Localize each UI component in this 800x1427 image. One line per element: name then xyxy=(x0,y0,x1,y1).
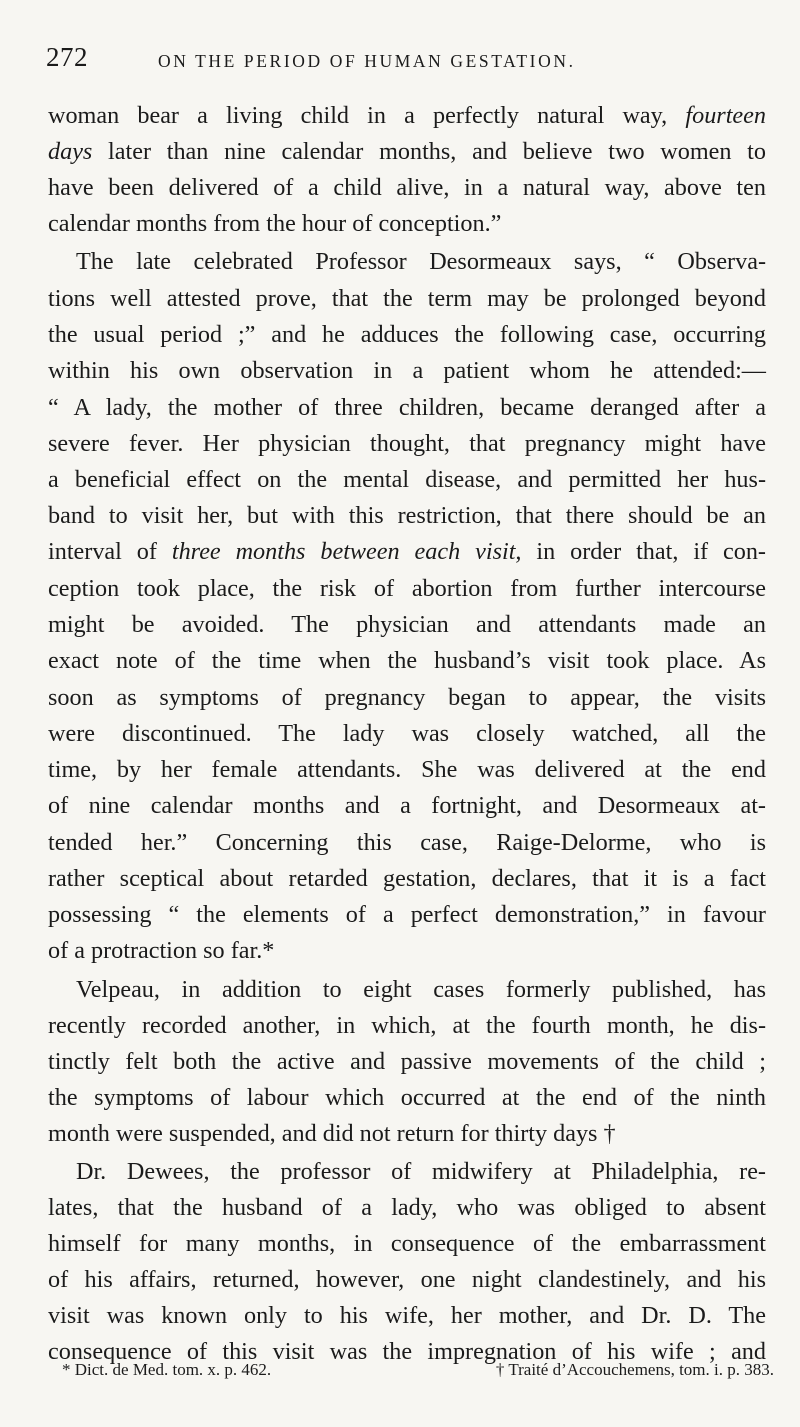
text-line: exact note of the time when the husband’s visit took place. As xyxy=(48,647,766,674)
paragraph-start-line: Velpeau, in addition to eight cases formerly published, has xyxy=(76,976,766,1003)
text-line: band to visit her, but with this restriction, that there should be an xyxy=(48,502,766,529)
page-header xyxy=(46,40,766,80)
text-line: tions well attested prove, that the term may be prolonged beyond xyxy=(48,285,766,312)
text-line: tended her.” Concerning this case, Raige-Delorme, who is xyxy=(48,829,766,856)
text-line: calendar months from the hour of conception.” xyxy=(48,210,502,237)
text-line: of his affairs, returned, however, one night clandestinely, and his xyxy=(48,1266,766,1293)
text-line: soon as symptoms of pregnancy began to appear, the visits xyxy=(48,684,766,711)
paragraph-start-line: The late celebrated Professor Desormeaux says, “ Observa- xyxy=(76,248,766,275)
footnote-traite: † Traité d’Accouchemens, tom. i. p. 383. xyxy=(495,1360,774,1379)
text-line: have been delivered of a child alive, in a natural way, above ten xyxy=(48,174,766,201)
text-line: days later than nine calendar months, and believe two women to xyxy=(48,138,766,165)
text-line: within his own observation in a patient whom he attended:— xyxy=(48,357,766,384)
text-line: might be avoided. The physician and attendants made an xyxy=(48,611,766,638)
text-line: consequence of this visit was the impregnation of his wife ; and xyxy=(48,1338,766,1365)
text-line: rather sceptical about retarded gestation, declares, that it is a fact xyxy=(48,865,766,892)
text-line: of nine calendar months and a fortnight, and Desormeaux at- xyxy=(48,792,766,819)
text-line: a beneficial effect on the mental disease, and permitted her hus- xyxy=(48,466,766,493)
text-line: ception took place, the risk of abortion from further intercourse xyxy=(48,575,766,602)
text-line: “ A lady, the mother of three children, became deranged after a xyxy=(48,394,766,421)
footnote-dict-de-med: * Dict. de Med. tom. x. p. 462. xyxy=(62,1360,272,1379)
footnotes xyxy=(62,1355,774,1385)
text-line: visit was known only to his wife, her mother, and Dr. D. The xyxy=(48,1302,766,1329)
text-line: himself for many months, in consequence of the embarrassment xyxy=(48,1230,766,1257)
text-line: tinctly felt both the active and passive movements of the child ; xyxy=(48,1048,766,1075)
text-line: severe fever. Her physician thought, that pregnancy might have xyxy=(48,430,766,457)
text-line: of a protraction so far.* xyxy=(48,937,275,964)
text-line: recently recorded another, in which, at the fourth month, he dis- xyxy=(48,1012,766,1039)
text-line: were discontinued. The lady was closely watched, all the xyxy=(48,720,766,747)
text-line: the symptoms of labour which occurred at the end of the ninth xyxy=(48,1084,766,1111)
text-line: time, by her female attendants. She was delivered at the end xyxy=(48,756,766,783)
page-number: 272 xyxy=(46,42,88,72)
text-line: woman bear a living child in a perfectly natural way, fourteen xyxy=(48,102,766,129)
running-head: ON THE PERIOD OF HUMAN GESTATION. xyxy=(158,51,576,71)
text-line: possessing “ the elements of a perfect demonstration,” in favour xyxy=(48,901,766,928)
text-line: month were suspended, and did not return for thirty days † xyxy=(48,1120,616,1147)
text-line: lates, that the husband of a lady, who was obliged to absent xyxy=(48,1194,766,1221)
text-line: interval of three months between each visit, in order that, if con- xyxy=(48,538,766,565)
text-line: the usual period ;” and he adduces the following case, occurring xyxy=(48,321,766,348)
paragraph-start-line: Dr. Dewees, the professor of midwifery at Philadelphia, re- xyxy=(76,1158,766,1185)
